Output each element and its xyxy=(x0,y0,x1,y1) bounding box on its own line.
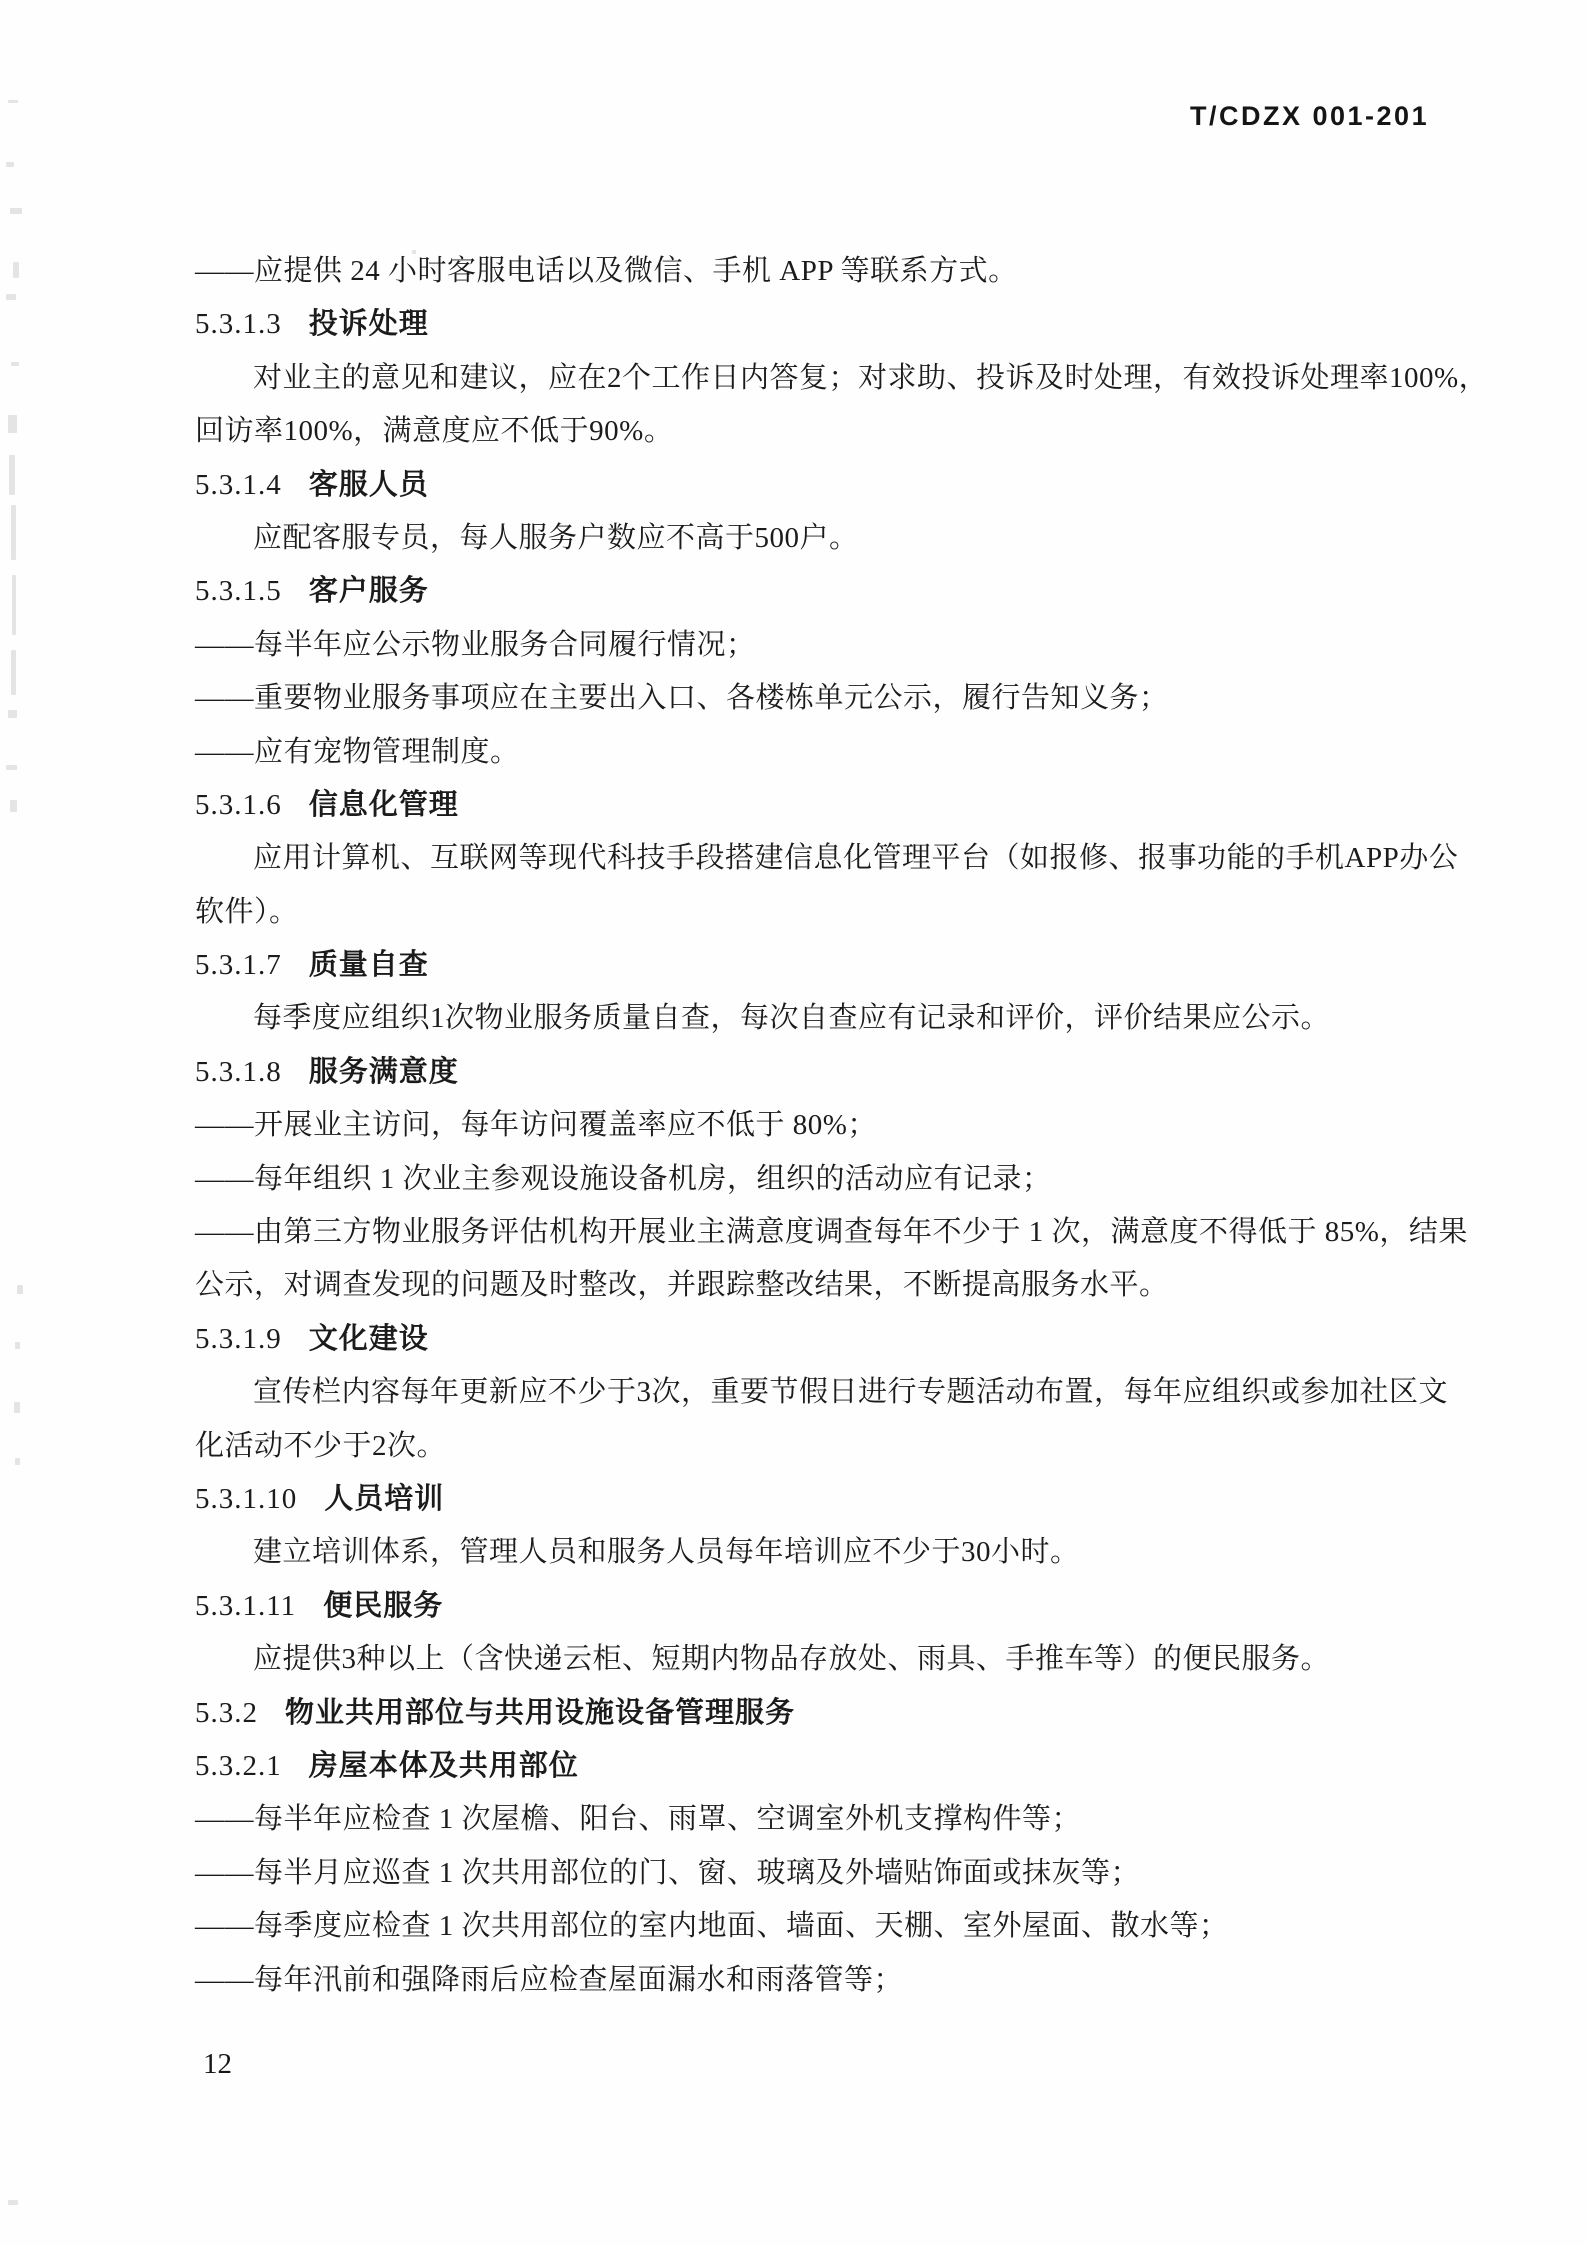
scan-artifact xyxy=(8,2200,18,2205)
scan-artifact xyxy=(12,575,16,635)
text-line: ——开展业主访问，每年访问覆盖率应不低于 80%； xyxy=(195,1109,877,1142)
scan-artifact xyxy=(8,100,18,103)
text-line: ——每半年应检查 1 次屋檐、阳台、雨罩、空调室外机支撑构件等； xyxy=(195,1803,1082,1836)
text-line: ——每年组织 1 次业主参观设施设备机房，组织的活动应有记录； xyxy=(195,1162,1052,1195)
section-title: 文化建设 xyxy=(308,1322,429,1355)
section-number: 5.3.2 xyxy=(195,1696,258,1729)
text-line: ——每半月应巡查 1 次共用部位的门、窗、玻璃及外墙贴饰面或抹灰等； xyxy=(195,1856,1141,1889)
text-line: ——每季度应检查 1 次共用部位的室内地面、墙面、天棚、室外屋面、散水等； xyxy=(195,1910,1229,1943)
section-heading xyxy=(195,565,1487,618)
scan-artifact xyxy=(11,505,16,560)
scan-artifact xyxy=(6,765,17,770)
scan-artifact xyxy=(6,162,14,167)
section-heading xyxy=(195,779,1487,832)
section-number: 5.3.1.8 xyxy=(195,1055,282,1088)
section-number: 5.3.1.9 xyxy=(195,1322,282,1355)
section-heading xyxy=(195,459,1487,512)
scan-artifact xyxy=(8,710,17,718)
scan-artifact xyxy=(15,1342,20,1349)
text-line: 每季度应组织1次物业服务质量自查，每次自查应有记录和评价，评价结果应公示。 xyxy=(253,1002,1331,1035)
text-line: 对业主的意见和建议，应在2个工作日内答复；对求助、投诉及时处理，有效投诉处理率100%， xyxy=(253,361,1489,394)
document-body xyxy=(195,245,1487,2007)
scan-artifact xyxy=(14,1402,20,1413)
text-line: 应用计算机、互联网等现代科技手段搭建信息化管理平台（如报修、报事功能的手机APP办公 xyxy=(253,842,1459,875)
scan-artifact xyxy=(11,362,19,366)
scan-artifact xyxy=(10,208,22,214)
scan-artifact xyxy=(10,800,17,812)
section-title: 客服人员 xyxy=(308,468,429,501)
section-title: 信息化管理 xyxy=(308,788,459,821)
text-line: 应配客服专员，每人服务户数应不高于500户。 xyxy=(253,521,859,554)
section-heading xyxy=(195,1687,1487,1740)
section-title: 客户服务 xyxy=(308,575,429,608)
section-number: 5.3.1.11 xyxy=(195,1589,297,1622)
text-line: ——每半年应公示物业服务合同履行情况； xyxy=(195,628,756,661)
section-heading xyxy=(195,298,1487,351)
text-line: 公示，对调查发现的问题及时整改，并跟踪整改结果，不断提高服务水平。 xyxy=(195,1269,1169,1302)
text-line: 化活动不少于2次。 xyxy=(195,1429,447,1462)
scan-artifact xyxy=(11,650,16,695)
section-number: 5.3.1.3 xyxy=(195,308,282,341)
text-line: ——应提供 24 小时客服电话以及微信、手机 APP 等联系方式。 xyxy=(195,255,1018,287)
section-title: 人员培训 xyxy=(324,1482,445,1515)
header-doc-code: T/CDZX 001-201 xyxy=(1190,101,1430,131)
text-line: ——重要物业服务事项应在主要出入口、各楼栋单元公示，履行告知义务； xyxy=(195,682,1169,715)
scan-artifact xyxy=(17,1285,23,1294)
text-line: 宣传栏内容每年更新应不少于3次，重要节假日进行专题活动布置，每年应组织或参加社区文 xyxy=(253,1376,1449,1409)
section-number: 5.3.1.10 xyxy=(195,1482,298,1515)
section-title: 服务满意度 xyxy=(308,1055,459,1088)
text-line: ——应有宠物管理制度。 xyxy=(195,735,520,768)
page-number: 12 xyxy=(203,2048,232,2080)
section-number: 5.3.2.1 xyxy=(195,1749,282,1782)
section-heading xyxy=(195,1740,1487,1793)
section-title: 便民服务 xyxy=(323,1589,444,1622)
text-line: ——由第三方物业服务评估机构开展业主满意度调查每年不少于 1 次，满意度不得低于 85%，结果 xyxy=(195,1216,1468,1249)
section-number: 5.3.1.6 xyxy=(195,788,282,821)
section-heading xyxy=(195,1580,1487,1633)
text-line: 建立培训体系，管理人员和服务人员每年培训应不少于30小时。 xyxy=(253,1536,1080,1569)
scan-artifact xyxy=(6,294,16,300)
scan-artifact xyxy=(15,1458,20,1465)
section-title: 物业共用部位与共用设施设备管理服务 xyxy=(285,1696,796,1729)
text-line: 软件）。 xyxy=(195,895,299,928)
section-heading xyxy=(195,939,1487,992)
section-heading xyxy=(195,1313,1487,1366)
section-title: 质量自查 xyxy=(308,949,429,982)
scan-artifact xyxy=(13,262,19,278)
scan-artifact xyxy=(412,250,416,254)
text-line: 回访率100%，满意度应不低于90%。 xyxy=(195,415,674,448)
section-number: 5.3.1.7 xyxy=(195,949,282,982)
section-heading xyxy=(195,1473,1487,1526)
section-number: 5.3.1.5 xyxy=(195,575,282,608)
scan-artifact xyxy=(9,455,15,495)
section-number: 5.3.1.4 xyxy=(195,468,282,501)
text-line: ——每年汛前和强降雨后应检查屋面漏水和雨落管等； xyxy=(195,1963,904,1996)
section-title: 房屋本体及共用部位 xyxy=(308,1749,579,1782)
scan-artifact xyxy=(8,415,17,433)
section-title: 投诉处理 xyxy=(308,308,429,341)
text-line: 应提供3种以上（含快递云柜、短期内物品存放处、雨具、手推车等）的便民服务。 xyxy=(253,1643,1331,1676)
section-heading xyxy=(195,1046,1487,1099)
